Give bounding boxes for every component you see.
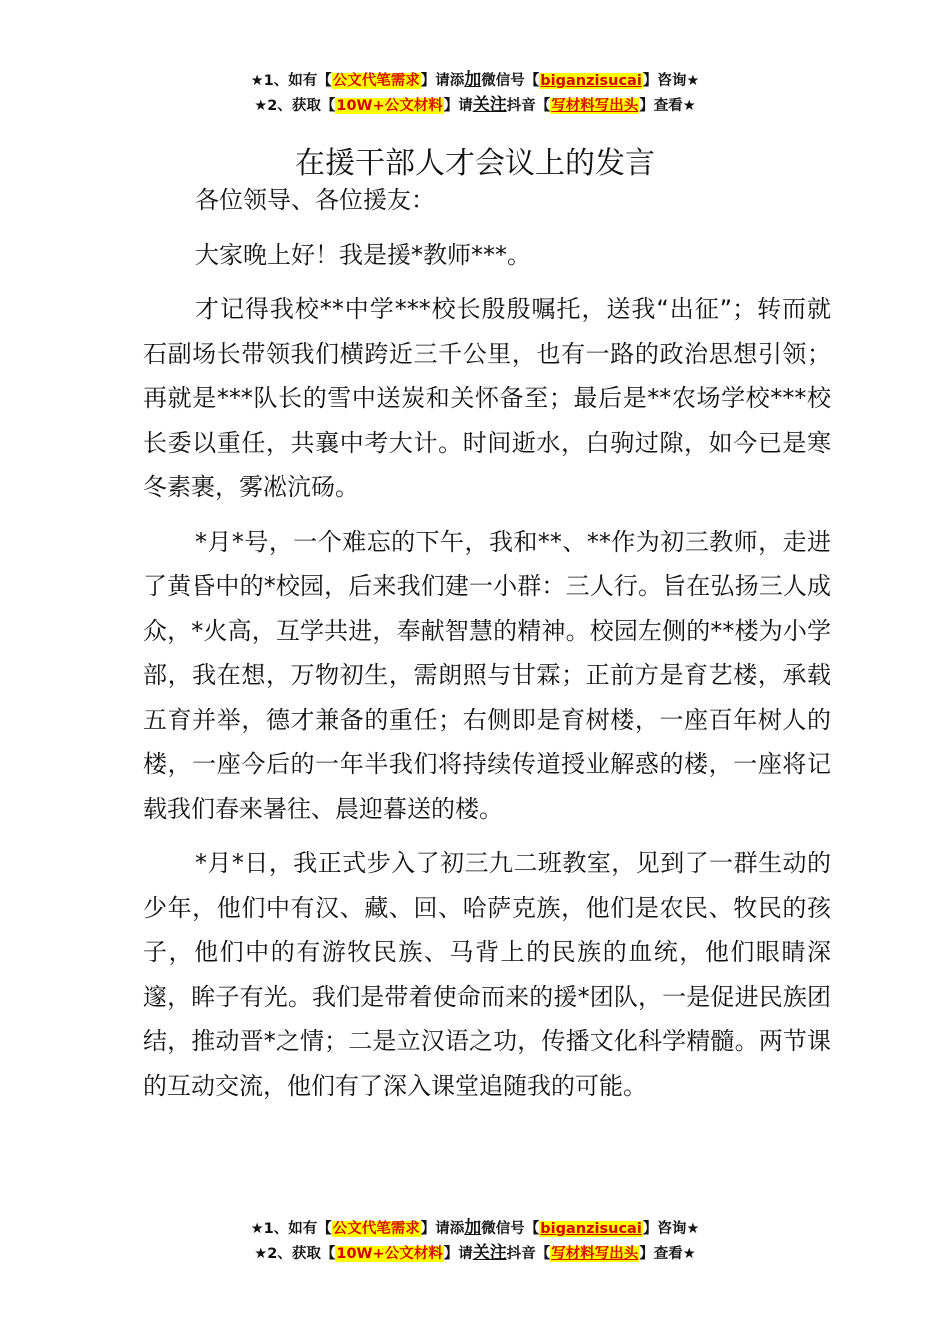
promo-highlight-wechat-id: biganzisucai [540,73,642,89]
promo-text: 】查看★ [639,98,696,114]
promo-text: 抖音【 [506,98,551,114]
promo-text: ★2、获取【 [254,98,336,114]
promo-text: ★1、如有【 [250,73,332,89]
promo-emphasis: 关注 [472,95,507,115]
document-body [143,178,831,1118]
promo-text: 】请 [443,98,473,114]
promo-text: 】咨询★ [642,73,700,89]
promo-highlight-materials: 10W+公文材料 [336,1246,443,1262]
promo-text: 微信号【 [481,1221,540,1237]
promo-text: ★1、如有【 [250,1221,332,1237]
promo-highlight-service: 公文代笔需求 [332,73,420,89]
promo-line-1 [0,1216,950,1241]
promo-highlight-douyin: 写材料写出头 [551,1246,639,1262]
promo-line-2 [0,93,950,118]
promo-text: 】请添 [420,73,465,89]
promo-text: 微信号【 [481,73,540,89]
promo-banner-top [0,68,950,118]
promo-text: 】请添 [420,1221,465,1237]
promo-highlight-wechat-id: biganzisucai [540,1221,642,1237]
promo-text: 】查看★ [639,1246,696,1262]
promo-emphasis: 关注 [472,1243,507,1263]
promo-text: ★2、获取【 [254,1246,336,1262]
promo-emphasis: 加 [464,1218,482,1238]
promo-text: 】请 [443,1246,473,1262]
paragraph: *月*日，我正式步入了初三九二班教室，见到了一群生动的少年，他们中有汉、藏、回、哈萨克族，他们是农民、牧民的孩子，他们中的有游牧民族、马背上的民族的血统，他们眼睛深邃，眸子有光。我们是带着使命而来的援*团队，一是促进民族团结，推动晋*之情；二是立汉语之功，传播文化科学精髓。两节课的互动交流，他们有了深入课堂追随我的可能。 [143,849,831,1100]
promo-line-2 [0,1241,950,1266]
promo-text: 】咨询★ [642,1221,700,1237]
paragraph-greeting: 大家晚上好！我是援*教师***。 [195,240,531,269]
document-title: 在援干部人才会议上的发言 [295,146,655,182]
promo-text: 抖音【 [506,1246,551,1262]
paragraph-salutation: 各位领导、各位援友： [195,186,435,214]
promo-line-1 [0,68,950,93]
promo-highlight-douyin: 写材料写出头 [551,98,639,114]
paragraph: *月*号，一个难忘的下午，我和**、**作为初三教师，走进了黄昏中的*校园，后来我们建一小群：三人行。旨在弘扬三人成众，*火高，互学共进，奉献智慧的精神。校园左侧的**楼为小学部，我在想，万物初生，需朗照与甘霖；正前方是育艺楼，承载五育并举，德才兼备的重任；右侧即是育树楼，一座百年树人的楼，一座今后的一年半我们将持续传道授业解惑的楼，一座将记载我们春来暑往、晨迎暮送的楼。 [143,527,831,823]
promo-highlight-materials: 10W+公文材料 [336,98,443,114]
promo-emphasis: 加 [464,70,482,90]
promo-highlight-service: 公文代笔需求 [332,1221,420,1237]
paragraph: 才记得我校**中学***校长殷殷嘱托，送我“出征”；转而就石副场长带领我们横跨近三千公里，也有一路的政治思想引领；再就是***队长的雪中送炭和关怀备至；最后是**农场学校***校长委以重任，共襄中考大计。时间逝水，白驹过隙，如今已是寒冬素裹，雾凇沆砀。 [143,295,831,501]
promo-banner-bottom [0,1216,950,1266]
